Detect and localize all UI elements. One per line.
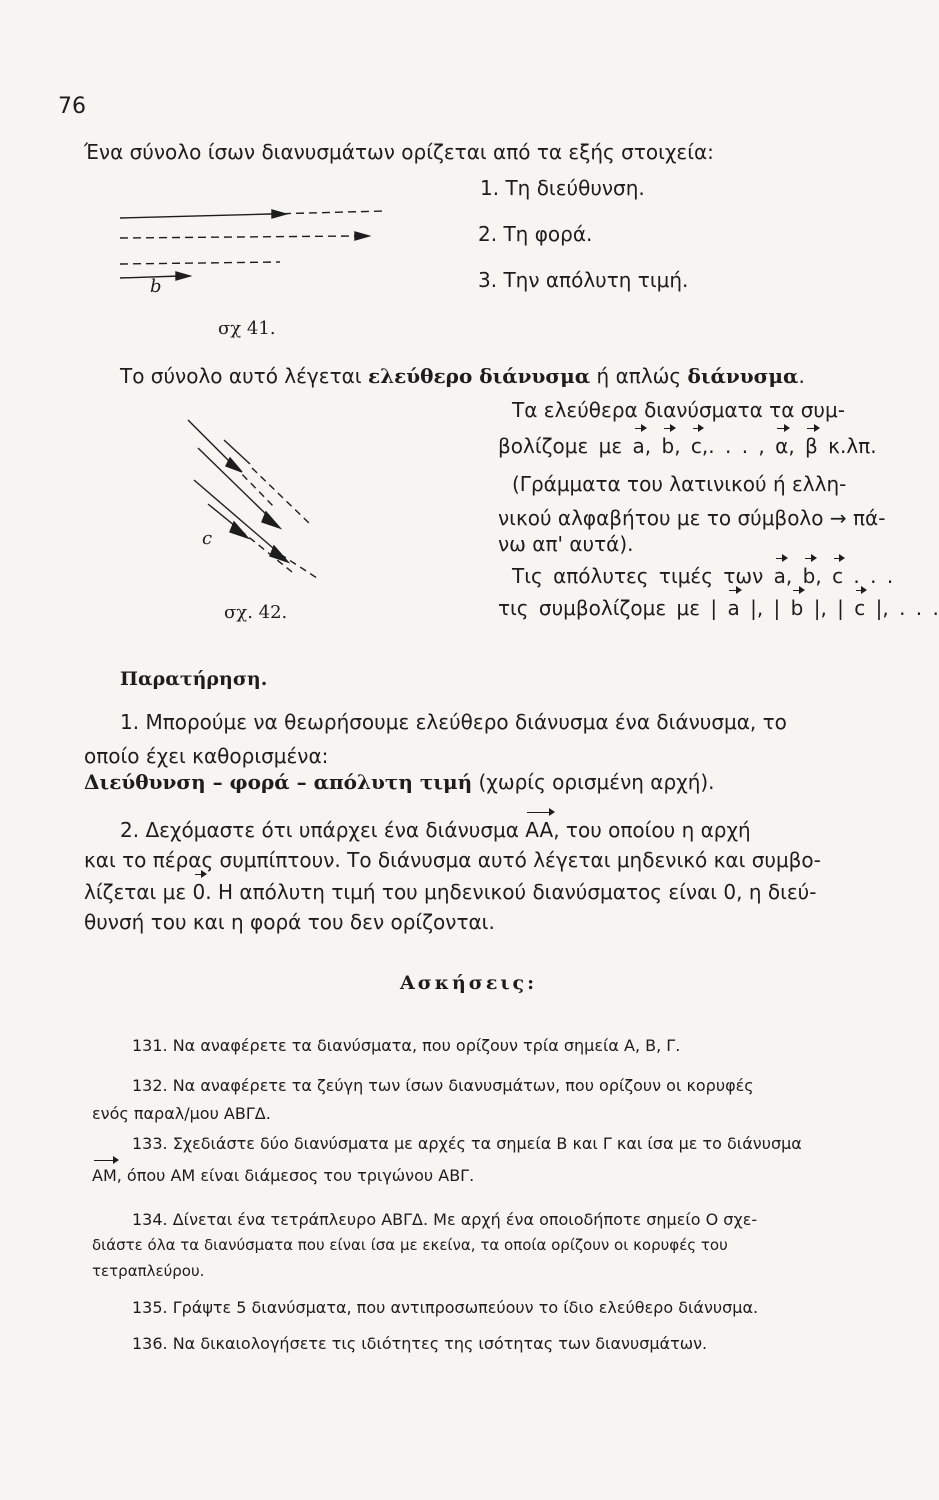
- exercise-133-line-1: 133. Σχεδιάστε δύο διανύσματα με αρχές τα σημεία Β και Γ και ίσα με το διάνυσμα: [132, 1134, 802, 1153]
- remark-p1-line-2: οποίο έχει καθορισμένα:: [84, 744, 329, 768]
- remark-p1-line-1: 1. Μπορούμε να θεωρήσουμε ελεύθερο διάνυσμα ένα διάνυσμα, το: [120, 710, 787, 734]
- element-1: 1. Τη διεύθυνση.: [480, 176, 645, 200]
- exercise-134-line-1: 134. Δίνεται ένα τετράπλευρο ΑΒΓΔ. Με αρχή ένα οποιοδήποτε σημείο Ο σχε-: [132, 1210, 758, 1229]
- fig41-arrow-1: [120, 214, 270, 218]
- figure-42: [180, 408, 370, 588]
- remark-title: Παρατήρηση.: [120, 668, 268, 690]
- free-vectors-line-7: τις συμβολίζομε με | a |, | b |, | c |, . . .: [498, 596, 939, 620]
- definition-line: Το σύνολο αυτό λέγεται ελεύθερο διάνυσμα ή απλώς διάνυσμα.: [120, 364, 805, 388]
- page-number: 76: [58, 94, 86, 119]
- element-2: 2. Τη φορά.: [478, 222, 593, 246]
- exercise-132-line-2: ενός παραλ/μου ΑΒΓΔ.: [92, 1104, 271, 1123]
- term-free-vector: ελεύθερο διάνυσμα: [367, 364, 591, 388]
- exercise-133-line-2: AM, όπου ΑΜ είναι διάμεσος του τριγώνου ΑΒΓ.: [92, 1166, 475, 1185]
- exercise-136: 136. Να δικαιολογήσετε τις ιδιότητες της ισότητας των διανυσμάτων.: [132, 1334, 708, 1353]
- remark-p2-line-2: και το πέρας συμπίπτουν. Το διάνυσμα αυτό λέγεται μηδενικό και συμβο-: [84, 848, 821, 872]
- remark-p1-line-3: Διεύθυνση – φορά – απόλυτη τιμή (χωρίς ορισμένη αρχή).: [84, 770, 715, 794]
- remark-p2-line-3: λίζεται με 0. Η απόλυτη τιμή του μηδενικού διανύσματος είναι 0, η διεύ-: [84, 880, 817, 904]
- fig41-arrow-3: [120, 262, 280, 264]
- fig41-label: b: [150, 276, 162, 297]
- exercise-131: 131. Να αναφέρετε τα διανύσματα, που ορίζουν τρία σημεία Α, Β, Γ.: [132, 1036, 681, 1055]
- exercise-134-line-3: τετραπλεύρου.: [92, 1262, 205, 1280]
- fig42-label: c: [202, 528, 213, 549]
- fig42-caption: σχ. 42.: [224, 602, 288, 623]
- term-vector: διάνυσμα: [687, 364, 799, 388]
- remark-p2-line-4: θυνσή του και η φορά του δεν ορίζονται.: [84, 910, 495, 934]
- intro-line: Ένα σύνολο ίσων διανυσμάτων ορίζεται από τα εξής στοιχεία:: [84, 140, 714, 164]
- remark-p2-line-1: 2. Δεχόμαστε ότι υπάρχει ένα διάνυσμα AA, του οποίου η αρχή: [120, 818, 751, 842]
- free-vectors-line-5: νω απ' αυτά).: [498, 532, 634, 556]
- exercise-134-line-2: διάστε όλα τα διανύσματα που είναι ίσα με εκείνα, τα οποία ορίζουν οι κορυφές του: [92, 1236, 728, 1254]
- free-vectors-line-6: Τις απόλυτες τιμές των a, b, c . . .: [512, 564, 894, 588]
- exercise-135: 135. Γράψτε 5 διανύσματα, που αντιπροσωπεύουν το ίδιο ελεύθερο διάνυσμα.: [132, 1298, 759, 1317]
- arrow-symbol: →: [829, 506, 847, 530]
- exercises-heading: Ασκήσεις:: [400, 972, 538, 994]
- fig41-arrow-2: [120, 236, 355, 238]
- free-vectors-line-1: Τα ελεύθερα διανύσματα τα συμ-: [512, 398, 845, 422]
- free-vectors-line-3: (Γράμματα του λατινικού ή ελλη-: [512, 472, 847, 496]
- exercise-132-line-1: 132. Να αναφέρετε τα ζεύγη των ίσων διανυσμάτων, που ορίζουν οι κορυφές: [132, 1076, 754, 1095]
- free-vectors-line-2: βολίζομε με a, b, c,. . . , α, β κ.λπ.: [498, 434, 877, 458]
- free-vectors-line-4: νικού αλφαβήτου με το σύμβολο → πά-: [498, 506, 886, 530]
- element-3: 3. Την απόλυτη τιμή.: [478, 268, 689, 292]
- fig41-caption: σχ 41.: [218, 318, 276, 339]
